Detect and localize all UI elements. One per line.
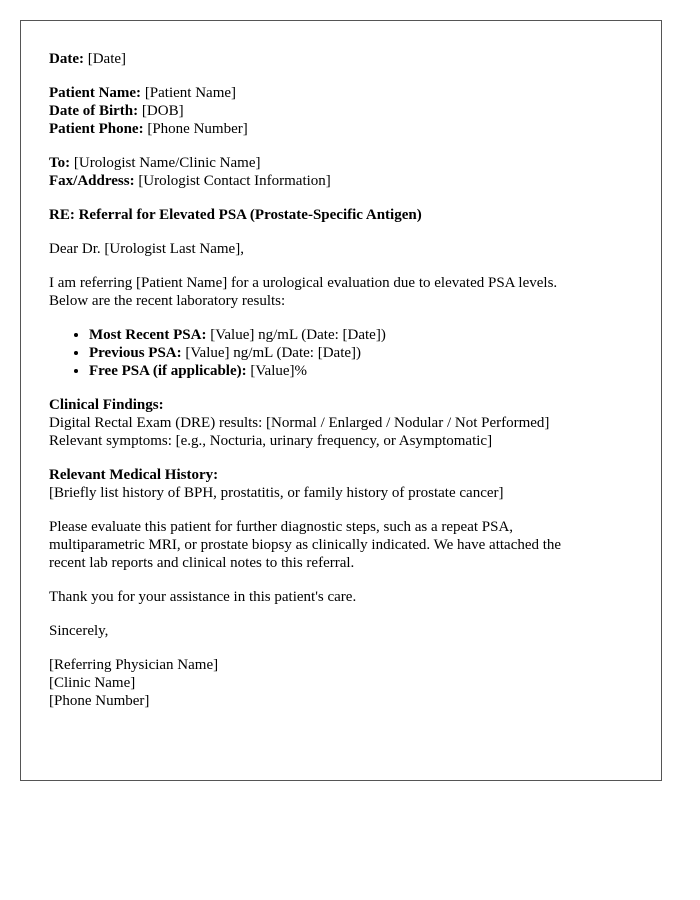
request-line-2: multiparametric MRI, or prostate biopsy as clinically indicated. We have attached the <box>49 537 562 553</box>
to-value: [Urologist Name/Clinic Name] <box>73 155 261 171</box>
symptoms: Relevant symptoms: [e.g., Nocturia, urinary frequency, or Asymptomatic] <box>49 433 493 449</box>
salutation-text: Dear Dr. [Urologist Last Name], <box>49 241 244 257</box>
closing-text: Sincerely, <box>49 623 109 639</box>
to-label: To: <box>49 155 71 171</box>
dob-value: [DOB] <box>141 103 184 119</box>
date-label: Date: <box>49 51 84 67</box>
request-line-3: recent lab reports and clinical notes to this referral. <box>49 555 355 571</box>
lab-result-item <box>89 362 633 380</box>
intro-line-1: I am referring [Patient Name] for a urological evaluation due to elevated PSA levels. <box>49 275 558 291</box>
date-line <box>49 50 633 68</box>
dob-label: Date of Birth: <box>49 103 139 119</box>
lab-result-value: [Value]% <box>250 363 308 379</box>
fax-line <box>49 172 633 190</box>
date-block <box>49 50 633 68</box>
fax-label: Fax/Address: <box>49 173 135 189</box>
patient-name-label: Patient Name: <box>49 85 142 101</box>
referral-letter <box>20 20 662 781</box>
clinical-findings-block <box>49 396 633 450</box>
physician-name: [Referring Physician Name] <box>49 657 219 673</box>
fax-value: [Urologist Contact Information] <box>138 173 331 189</box>
thanks-text: Thank you for your assistance in this patient's care. <box>49 589 357 605</box>
intro-line-2: Below are the recent laboratory results: <box>49 293 286 309</box>
date-value: [Date] <box>87 51 127 67</box>
dre-result: Digital Rectal Exam (DRE) results: [Normal / Enlarged / Nodular / Not Performed] <box>49 415 550 431</box>
patient-phone-label: Patient Phone: <box>49 121 144 137</box>
medical-history-block <box>49 466 633 502</box>
patient-phone-line <box>49 120 633 138</box>
lab-results-list <box>49 326 633 380</box>
medical-history-text: [Briefly list history of BPH, prostatitis, or family history of prostate cancer] <box>49 485 504 501</box>
lab-result-item <box>89 326 633 344</box>
subject-line: RE: Referral for Elevated PSA (Prostate-Specific Antigen) <box>49 207 422 223</box>
request-paragraph <box>49 518 633 572</box>
patient-name-line <box>49 84 633 102</box>
recipient-block <box>49 154 633 190</box>
lab-result-label: Previous PSA: <box>89 345 182 361</box>
patient-name-value: [Patient Name] <box>144 85 237 101</box>
patient-phone-value: [Phone Number] <box>147 121 248 137</box>
closing <box>49 622 633 640</box>
medical-history-heading: Relevant Medical History: <box>49 467 219 483</box>
clinic-name: [Clinic Name] <box>49 675 136 691</box>
dob-line <box>49 102 633 120</box>
physician-phone: [Phone Number] <box>49 693 150 709</box>
lab-result-label: Free PSA (if applicable): <box>89 363 247 379</box>
lab-result-value: [Value] ng/mL (Date: [Date]) <box>185 345 362 361</box>
lab-result-label: Most Recent PSA: <box>89 327 207 343</box>
lab-result-item <box>89 344 633 362</box>
lab-result-value: [Value] ng/mL (Date: [Date]) <box>210 327 386 343</box>
to-line <box>49 154 633 172</box>
signature-block <box>49 656 633 710</box>
intro-paragraph <box>49 274 633 310</box>
clinical-findings-heading: Clinical Findings: <box>49 397 164 413</box>
salutation <box>49 240 633 258</box>
thanks-paragraph <box>49 588 633 606</box>
request-line-1: Please evaluate this patient for further diagnostic steps, such as a repeat PSA, <box>49 519 514 535</box>
patient-block <box>49 84 633 138</box>
subject-block <box>49 206 633 224</box>
